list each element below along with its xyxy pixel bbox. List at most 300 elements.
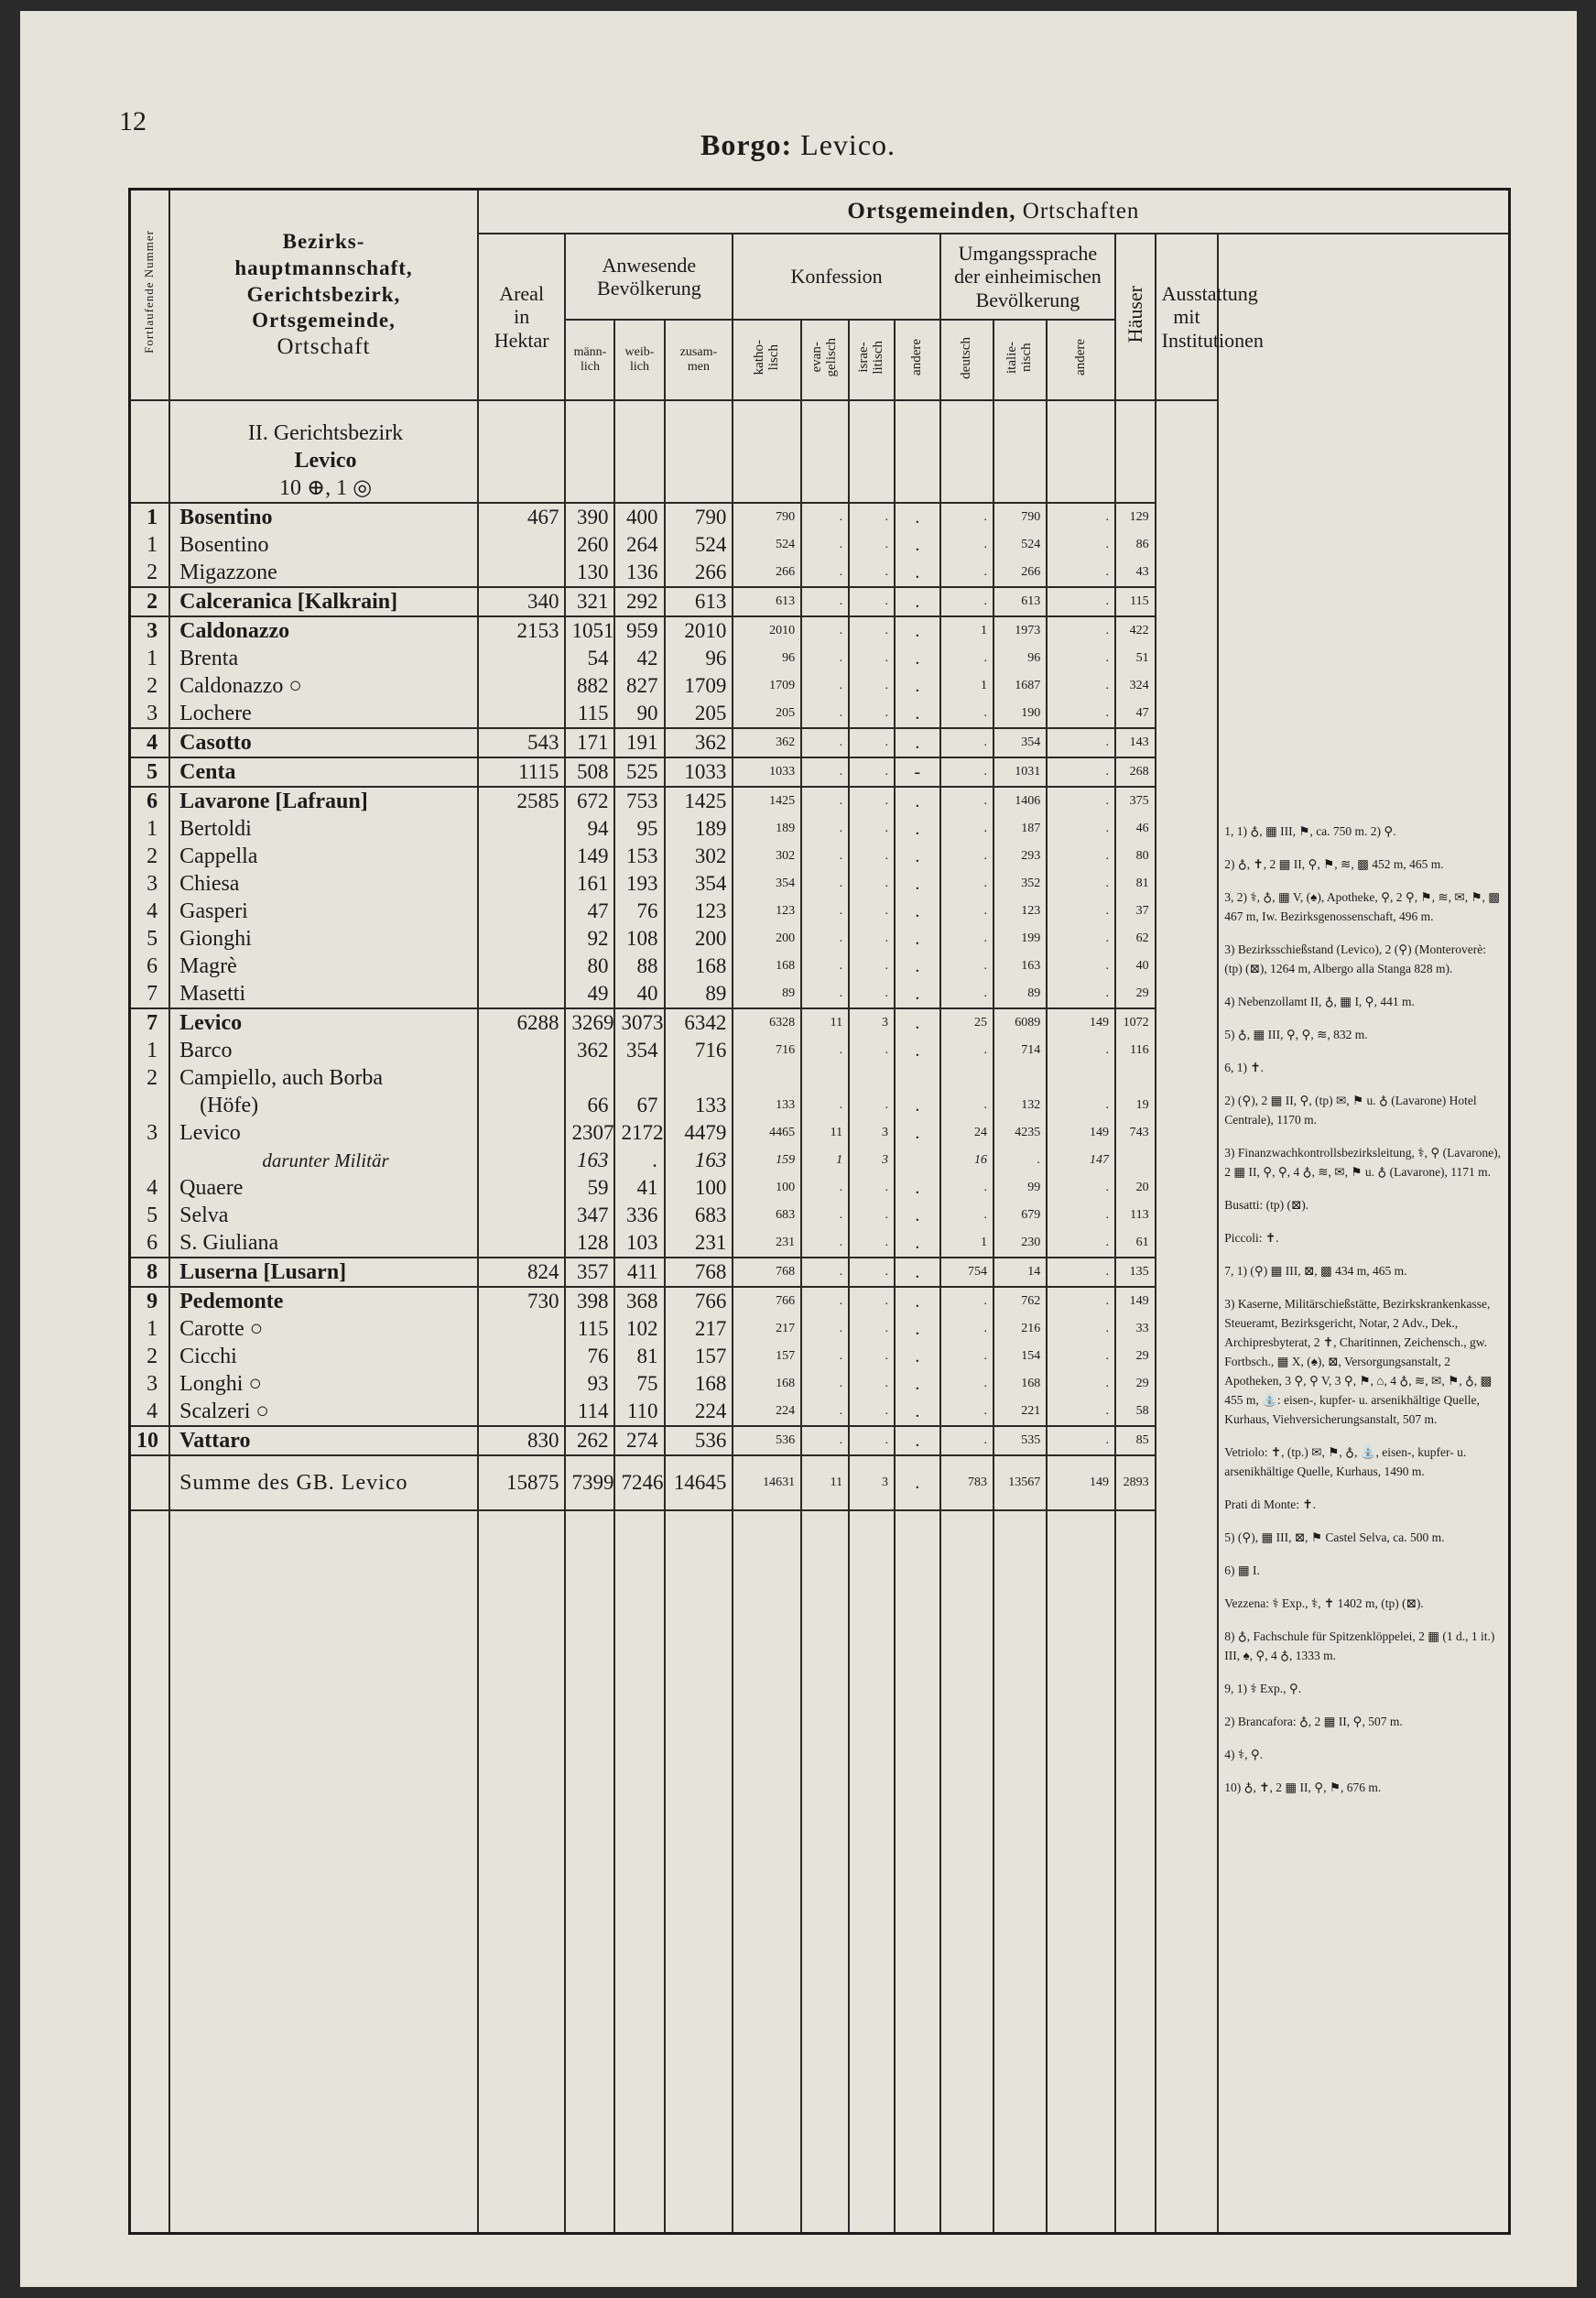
cell-z: 133 (665, 1092, 733, 1119)
cell-it: 14 (993, 1258, 1047, 1287)
place-name: Longhi ○ (169, 1370, 478, 1398)
cell-areal (478, 531, 566, 559)
cell-z: 231 (665, 1229, 733, 1258)
place-name: Lochere (169, 700, 478, 728)
place-name: Bertoldi (169, 815, 478, 843)
cell-h: 80 (1115, 843, 1156, 870)
cell-areal (478, 953, 566, 980)
cell-h: 33 (1115, 1315, 1156, 1343)
cell-z: 362 (665, 728, 733, 757)
cell-kath: 224 (733, 1398, 801, 1426)
cell-kath: 766 (733, 1287, 801, 1315)
cell-it: 535 (993, 1426, 1047, 1455)
cell-w: 40 (614, 980, 664, 1008)
cell-de: . (940, 843, 993, 870)
row-number: 1 (130, 1315, 170, 1343)
cell-it: 199 (993, 925, 1047, 953)
cell-ev: . (801, 1037, 849, 1064)
cell-it: 132 (993, 1092, 1047, 1119)
row-number (130, 1092, 170, 1119)
cell-h: 743 (1115, 1119, 1156, 1147)
cell-w: 81 (614, 1343, 664, 1370)
cell-it: 790 (993, 503, 1047, 531)
cell-z: 613 (665, 587, 733, 616)
section-name: Levico (169, 447, 478, 474)
cell-it: 96 (993, 645, 1047, 672)
cell-and: - (895, 757, 940, 787)
cell-m: 357 (565, 1258, 614, 1287)
cell-areal (478, 1229, 566, 1258)
row-number: 4 (130, 1398, 170, 1426)
summary-label: Summe des GB. Levico (169, 1455, 478, 1510)
cell-areal: 467 (478, 503, 566, 531)
cell-h: 135 (1115, 1258, 1156, 1287)
cell-isr: . (849, 1174, 895, 1202)
row-number: 3 (130, 700, 170, 728)
cell-z: 100 (665, 1174, 733, 1202)
cell-de: . (940, 980, 993, 1008)
col-head-bezirk: Bezirks- hauptmannschaft, Gerichtsbezirk, Ortsgemeinde, Ortschaft (169, 190, 478, 401)
cell-asp: . (1047, 1202, 1115, 1229)
sum-ev: 11 (801, 1455, 849, 1510)
cell-asp: . (1047, 1287, 1115, 1315)
cell-kath: 168 (733, 953, 801, 980)
cell-ev: . (801, 980, 849, 1008)
cell-isr: . (849, 700, 895, 728)
cell-and: . (895, 559, 940, 587)
cell-w: 153 (614, 843, 664, 870)
section-symbols: 10 ⊕, 1 ◎ (169, 474, 478, 503)
cell-areal (478, 1037, 566, 1064)
cell-areal (478, 700, 566, 728)
cell-asp: . (1047, 672, 1115, 700)
cell-w: 354 (614, 1037, 664, 1064)
cell-z: 790 (665, 503, 733, 531)
cell-and: . (895, 1092, 940, 1119)
cell-isr: . (849, 980, 895, 1008)
cell-it: 293 (993, 843, 1047, 870)
cell-ev: . (801, 898, 849, 925)
cell-z (665, 1064, 733, 1092)
cell-ev: 11 (801, 1008, 849, 1037)
cell-kath: 1425 (733, 787, 801, 815)
place-name: Centa (169, 757, 478, 787)
place-name: Levico (169, 1119, 478, 1147)
cell-asp: . (1047, 843, 1115, 870)
sum-areal: 15875 (478, 1455, 566, 1510)
cell-z: 536 (665, 1426, 733, 1455)
row-number: 10 (130, 1426, 170, 1455)
place-name: Caldonazzo ○ (169, 672, 478, 700)
cell-de: . (940, 1398, 993, 1426)
cell-isr: . (849, 1287, 895, 1315)
note-entry: 6, 1) ✝. (1224, 1061, 1265, 1074)
cell-w: 336 (614, 1202, 664, 1229)
cell-and: . (895, 870, 940, 898)
cell-z: 189 (665, 815, 733, 843)
cell-m: 49 (565, 980, 614, 1008)
cell-m: 882 (565, 672, 614, 700)
cell-h: 113 (1115, 1202, 1156, 1229)
sub-deutsch: deutsch (940, 320, 993, 400)
col-head-bevoelkerung: Anwesende Bevölkerung (565, 234, 733, 320)
cell-isr: . (849, 672, 895, 700)
cell-kath: 6328 (733, 1008, 801, 1037)
cell-de: 24 (940, 1119, 993, 1147)
cell-kath: 536 (733, 1426, 801, 1455)
cell-and: . (895, 531, 940, 559)
cell-isr: . (849, 1229, 895, 1258)
cell-areal (478, 870, 566, 898)
cell-and: . (895, 672, 940, 700)
cell-m: 130 (565, 559, 614, 587)
place-name: Migazzone (169, 559, 478, 587)
cell-it: . (993, 1147, 1047, 1174)
cell-kath: 683 (733, 1202, 801, 1229)
place-name: Barco (169, 1037, 478, 1064)
cell-ev: . (801, 1229, 849, 1258)
row-number: 1 (130, 1037, 170, 1064)
row-number: 5 (130, 925, 170, 953)
cell-ev: . (801, 1426, 849, 1455)
row-number: 1 (130, 645, 170, 672)
cell-and: . (895, 728, 940, 757)
place-name: Levico (169, 1008, 478, 1037)
cell-kath: 157 (733, 1343, 801, 1370)
band-ortsgemeinden: Ortsgemeinden, Ortschaften (478, 190, 1510, 234)
note-entry: 5) ♁, ▦ III, ⚲, ⚲, ≋, 832 m. (1224, 1028, 1368, 1041)
cell-isr: . (849, 1343, 895, 1370)
sub-israelitisch: israe- litisch (849, 320, 895, 400)
running-head-district: Borgo: (700, 128, 793, 161)
note-entry: 3) Kaserne, Militärschießstätte, Bezirkskrankenkasse, Steueramt, Bezirksgericht, Notar, 2 Adv., Dek., Archipresbyterat, 2 ✝, Charitinnen, Zeichensch., gw. Fortbsch., ▦ X, (♠), ⊠, Versorgungsanstalt, 2 Apotheken, 3 ⚲, ⚲ V, 3 ⚲, ⚑, ⌂, 4 ♁, ≋, ✉, ⚑, ♁, ▩ 455 m, ⛲: eisen-, kupfer- u. arsenikhältige Quelle, Kurhaus, Viehversicherungsanstalt, 507 m. (1224, 1297, 1493, 1426)
running-head (0, 128, 1596, 162)
cell-z: 1709 (665, 672, 733, 700)
row-number: 3 (130, 616, 170, 645)
place-name: Casotto (169, 728, 478, 757)
cell-asp: . (1047, 1426, 1115, 1455)
cell-areal (478, 1202, 566, 1229)
cell-areal (478, 1315, 566, 1343)
place-name: Chiesa (169, 870, 478, 898)
cell-isr: . (849, 787, 895, 815)
cell-kath: 613 (733, 587, 801, 616)
sum-m: 7399 (565, 1455, 614, 1510)
sub-andere-konf: andere (895, 320, 940, 400)
cell-z: 205 (665, 700, 733, 728)
cell-it: 266 (993, 559, 1047, 587)
cell-de: . (940, 503, 993, 531)
cell-kath: 2010 (733, 616, 801, 645)
cell-ev: . (801, 1343, 849, 1370)
row-number: 8 (130, 1258, 170, 1287)
cell-asp (1047, 1064, 1115, 1092)
cell-ev: . (801, 587, 849, 616)
cell-m: 508 (565, 757, 614, 787)
note-entry: 9, 1) ⚕ Exp., ⚲. (1224, 1682, 1302, 1695)
row-number: 4 (130, 728, 170, 757)
note-entry: 1, 1) ♁, ▦ III, ⚑, ca. 750 m. 2) ⚲. (1224, 824, 1396, 838)
cell-and: . (895, 1287, 940, 1315)
cell-kath: 231 (733, 1229, 801, 1258)
cell-asp: . (1047, 1174, 1115, 1202)
cell-m: 115 (565, 1315, 614, 1343)
cell-kath: 362 (733, 728, 801, 757)
cell-asp: . (1047, 645, 1115, 672)
place-name: Gasperi (169, 898, 478, 925)
cell-ev: . (801, 815, 849, 843)
cell-it: 190 (993, 700, 1047, 728)
cell-h: 62 (1115, 925, 1156, 953)
cell-ev: . (801, 1315, 849, 1343)
sum-isr: 3 (849, 1455, 895, 1510)
cell-kath: 768 (733, 1258, 801, 1287)
cell-areal: 543 (478, 728, 566, 757)
cell-w: 42 (614, 645, 664, 672)
cell-and (895, 1064, 940, 1092)
running-head-place: Levico. (800, 128, 896, 161)
row-number: 2 (130, 1343, 170, 1370)
cell-w: 827 (614, 672, 664, 700)
cell-asp: . (1047, 787, 1115, 815)
cell-m: 1051 (565, 616, 614, 645)
place-name: S. Giuliana (169, 1229, 478, 1258)
col-head-areal: Areal in Hektar (478, 234, 566, 400)
cell-m: 128 (565, 1229, 614, 1258)
place-name: Caldonazzo (169, 616, 478, 645)
cell-z: 200 (665, 925, 733, 953)
cell-w: 400 (614, 503, 664, 531)
cell-w (614, 1064, 664, 1092)
cell-de: 754 (940, 1258, 993, 1287)
cell-ev: . (801, 870, 849, 898)
cell-h: 47 (1115, 700, 1156, 728)
cell-z: 354 (665, 870, 733, 898)
cell-w: . (614, 1147, 664, 1174)
cell-m: 114 (565, 1398, 614, 1426)
cell-isr: . (849, 587, 895, 616)
cell-kath: 1033 (733, 757, 801, 787)
cell-m: 390 (565, 503, 614, 531)
cell-h: 43 (1115, 559, 1156, 587)
cell-de: . (940, 587, 993, 616)
sum-de: 783 (940, 1455, 993, 1510)
cell-kath: 716 (733, 1037, 801, 1064)
cell-de: 16 (940, 1147, 993, 1174)
cell-asp: . (1047, 815, 1115, 843)
cell-and: . (895, 980, 940, 1008)
cell-ev: . (801, 645, 849, 672)
cell-ev: . (801, 1092, 849, 1119)
cell-m: 398 (565, 1287, 614, 1315)
cell-h (1115, 1147, 1156, 1174)
cell-kath: 123 (733, 898, 801, 925)
cell-w: 108 (614, 925, 664, 953)
col-head-haeuser: Häuser (1115, 234, 1156, 400)
cell-and: . (895, 616, 940, 645)
cell-z: 266 (665, 559, 733, 587)
cell-and: . (895, 925, 940, 953)
cell-areal (478, 815, 566, 843)
cell-m: 672 (565, 787, 614, 815)
cell-areal (478, 1343, 566, 1370)
row-number: 3 (130, 1370, 170, 1398)
cell-h: 29 (1115, 1343, 1156, 1370)
cell-areal (478, 843, 566, 870)
cell-w: 75 (614, 1370, 664, 1398)
cell-de: . (940, 700, 993, 728)
cell-de: . (940, 1287, 993, 1315)
row-number: 1 (130, 531, 170, 559)
cell-kath: 168 (733, 1370, 801, 1398)
cell-h: 422 (1115, 616, 1156, 645)
cell-asp: . (1047, 1370, 1115, 1398)
cell-h: 375 (1115, 787, 1156, 815)
cell-and: . (895, 787, 940, 815)
cell-h: 1072 (1115, 1008, 1156, 1037)
row-number: 2 (130, 1064, 170, 1092)
cell-areal (478, 1064, 566, 1092)
cell-isr: . (849, 1370, 895, 1398)
cell-areal: 730 (478, 1287, 566, 1315)
cell-asp: . (1047, 1398, 1115, 1426)
row-number: 2 (130, 843, 170, 870)
cell-h: 324 (1115, 672, 1156, 700)
note-entry: 6) ▦ I. (1224, 1563, 1260, 1577)
cell-w: 193 (614, 870, 664, 898)
cell-h: 116 (1115, 1037, 1156, 1064)
cell-h: 20 (1115, 1174, 1156, 1202)
cell-ev: 1 (801, 1147, 849, 1174)
note-entry: 3) Finanzwachkontrollsbezirksleitung, ⚕, ⚲ (Lavarone), 2 ▦ II, ⚲, ⚲, 4 ♁, ≋, ✉, ⚑ u. ♁ (Lavarone), 1171 m. (1224, 1146, 1501, 1179)
place-name: Masetti (169, 980, 478, 1008)
cell-and: . (895, 1202, 940, 1229)
cell-ev: . (801, 1287, 849, 1315)
cell-ev: . (801, 757, 849, 787)
col-head-umgangssprache: Umgangssprache der einheimischen Bevölkerung (940, 234, 1115, 320)
cell-h: 58 (1115, 1398, 1156, 1426)
sum-kath: 14631 (733, 1455, 801, 1510)
row-number (130, 1455, 170, 1510)
cell-ev: . (801, 559, 849, 587)
row-number: 5 (130, 1202, 170, 1229)
cell-w: 95 (614, 815, 664, 843)
cell-it: 1031 (993, 757, 1047, 787)
cell-areal (478, 1119, 566, 1147)
cell-z: 2010 (665, 616, 733, 645)
cell-h: 61 (1115, 1229, 1156, 1258)
cell-it: 354 (993, 728, 1047, 757)
cell-and: . (895, 503, 940, 531)
cell-asp: 147 (1047, 1147, 1115, 1174)
note-entry: 7, 1) (⚲) ▦ III, ⊠, ▩ 434 m, 465 m. (1224, 1264, 1407, 1278)
cell-kath: 302 (733, 843, 801, 870)
cell-kath: 133 (733, 1092, 801, 1119)
cell-and: . (895, 1174, 940, 1202)
place-name: Calceranica [Kalkrain] (169, 587, 478, 616)
cell-kath (733, 1064, 801, 1092)
cell-isr: . (849, 1202, 895, 1229)
cell-asp: . (1047, 1343, 1115, 1370)
cell-z: 4479 (665, 1119, 733, 1147)
cell-kath: 100 (733, 1174, 801, 1202)
sub-zusammen: zusam- men (665, 320, 733, 400)
cell-kath: 1709 (733, 672, 801, 700)
cell-h: 37 (1115, 898, 1156, 925)
cell-h: 40 (1115, 953, 1156, 980)
cell-h: 86 (1115, 531, 1156, 559)
cell-asp: . (1047, 980, 1115, 1008)
place-name: Quaere (169, 1174, 478, 1202)
cell-asp: . (1047, 728, 1115, 757)
place-name: Luserna [Lusarn] (169, 1258, 478, 1287)
place-name: Lavarone [Lafraun] (169, 787, 478, 815)
cell-areal: 6288 (478, 1008, 566, 1037)
cell-de: . (940, 1202, 993, 1229)
cell-z: 6342 (665, 1008, 733, 1037)
cell-w: 136 (614, 559, 664, 587)
place-name: Selva (169, 1202, 478, 1229)
cell-it: 679 (993, 1202, 1047, 1229)
cell-z: 716 (665, 1037, 733, 1064)
cell-ev: . (801, 1174, 849, 1202)
cell-asp: . (1047, 925, 1115, 953)
cell-kath: 266 (733, 559, 801, 587)
cell-areal: 824 (478, 1258, 566, 1287)
cell-it: 613 (993, 587, 1047, 616)
row-number: 6 (130, 1229, 170, 1258)
cell-w: 3073 (614, 1008, 664, 1037)
cell-and: . (895, 1343, 940, 1370)
row-number: 4 (130, 1174, 170, 1202)
cell-it: 168 (993, 1370, 1047, 1398)
cell-kath: 790 (733, 503, 801, 531)
cell-w: 368 (614, 1287, 664, 1315)
cell-de: . (940, 898, 993, 925)
place-name: Campiello, auch Borba (169, 1064, 478, 1092)
cell-asp: . (1047, 587, 1115, 616)
cell-m: 66 (565, 1092, 614, 1119)
cell-and: . (895, 1008, 940, 1037)
cell-h: 51 (1115, 645, 1156, 672)
cell-w: 753 (614, 787, 664, 815)
cell-w: 959 (614, 616, 664, 645)
cell-isr: . (849, 925, 895, 953)
cell-isr: . (849, 1258, 895, 1287)
cell-isr: . (849, 645, 895, 672)
cell-de: . (940, 1315, 993, 1343)
section-title: II. Gerichtsbezirk (169, 419, 478, 447)
cell-it: 89 (993, 980, 1047, 1008)
cell-asp: . (1047, 1258, 1115, 1287)
cell-m: 163 (565, 1147, 614, 1174)
sub-weiblich: weib- lich (614, 320, 664, 400)
note-entry: 3, 2) ⚕, ♁, ▦ V, (♠), Apotheke, ⚲, 2 ⚲, ⚑, ≋, ✉, ⚑, ▩ 467 m, Iw. Bezirksgenossenschaft, 496 m. (1224, 890, 1501, 923)
cell-de: . (940, 531, 993, 559)
cell-m: 321 (565, 587, 614, 616)
cell-m (565, 1064, 614, 1092)
cell-and: . (895, 1037, 940, 1064)
cell-z: 163 (665, 1147, 733, 1174)
note-entry: 2) ♁, ✝, 2 ▦ II, ⚲, ⚑, ≋, ▩ 452 m, 465 m. (1224, 857, 1444, 871)
cell-it: 1406 (993, 787, 1047, 815)
cell-m: 149 (565, 843, 614, 870)
row-number: 1 (130, 503, 170, 531)
place-name: Bosentino (169, 531, 478, 559)
note-entry: Busatti: (tp) (⊠). (1224, 1198, 1309, 1212)
cell-h: 143 (1115, 728, 1156, 757)
cell-z: 123 (665, 898, 733, 925)
